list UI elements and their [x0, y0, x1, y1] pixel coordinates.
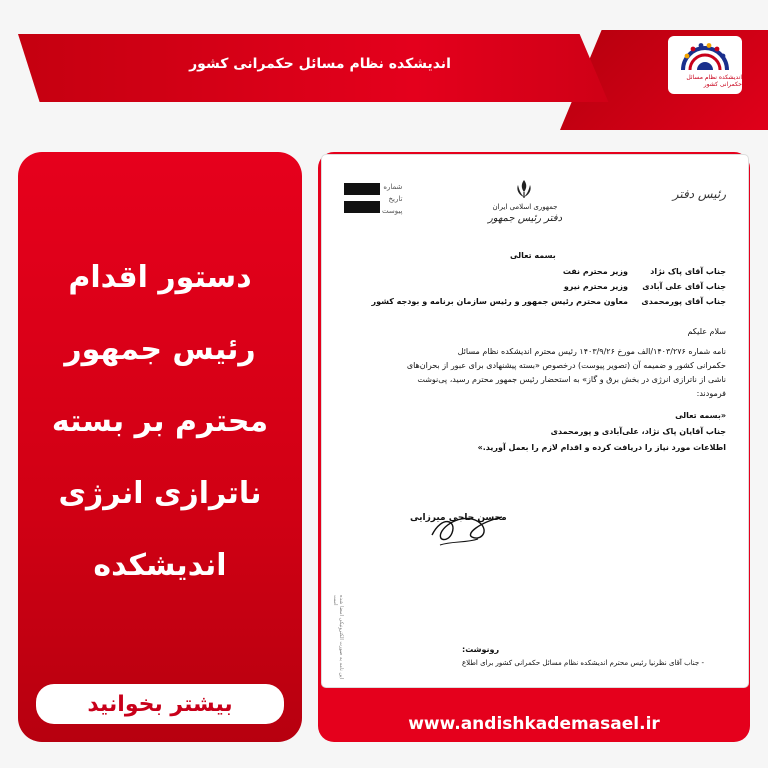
meta-number-label: شماره	[383, 183, 403, 191]
signature-icon	[422, 495, 512, 555]
headline-line: رئیس جمهور	[64, 332, 256, 367]
headline-line: محترم بر بسته	[51, 404, 269, 439]
body-line: ناشی از ناترازی انرژی در بخش برق و گاز» به استحضار رئیس جمهور محترم رسید، پی‌نوشت	[417, 375, 726, 384]
letter-meta	[382, 181, 402, 217]
letterhead-title: رئیس دفتر	[672, 187, 726, 201]
quote-line: اطلاعات مورد نیاز را دریافت کرده و اقدام لازم را بعمل آورید.»	[477, 443, 726, 452]
think-tank-logo	[668, 36, 742, 94]
cc-line: - جناب آقای نظرنیا رئیس محترم اندیشکده نظام مسائل حکمرانی کشور برای اطلاع	[462, 659, 704, 667]
electronic-signature-note: این نامه به صورت الکترونیکی امضا شده است	[332, 595, 344, 679]
quote-line: «بسمه تعالی	[675, 411, 726, 420]
headline-panel	[18, 152, 302, 742]
recipient-name: جناب آقای پاک نژاد	[650, 267, 726, 276]
read-more-button[interactable]: بیشتر بخوانید	[36, 684, 284, 724]
office-line: دفتر رئیس جمهور	[487, 213, 563, 224]
cc-label: رونوشت:	[462, 645, 500, 654]
meta-attachment-label: پیوست	[382, 207, 403, 215]
body-line: فرمودند:	[696, 389, 726, 398]
headline-line: اندیشکده	[93, 548, 227, 583]
website-url[interactable]: www.andishkademasael.ir	[408, 714, 660, 734]
recipient-title: وزیر محترم نفت	[562, 267, 628, 276]
meta-date-label: تاریخ	[388, 195, 403, 203]
recipient-name: جناب آقای علی آبادی	[642, 282, 726, 291]
recipient-title: وزیر محترم نیرو	[563, 282, 628, 291]
redacted-block	[344, 183, 380, 195]
recipient-name: جناب آقای پورمحمدی	[641, 297, 726, 306]
government-line: جمهوری اسلامی ایران	[492, 203, 558, 211]
recipient-title: معاون محترم رئیس جمهور و رئیس سازمان برنامه و بودجه کشور	[371, 297, 628, 306]
basmala: بسمه تعالی	[510, 251, 556, 260]
salutation: سلام علیکم	[687, 327, 726, 336]
quote-line: جناب آقایان پاک نژاد، علی‌آبادی و پورمحمدی	[550, 427, 726, 436]
official-letter	[322, 155, 748, 687]
iran-emblem-icon	[512, 177, 536, 201]
header-title: اندیشکده نظام مسائل حکمرانی کشور	[189, 56, 451, 72]
headline-line: ناترازی انرژی	[58, 476, 262, 511]
signatory-name: محسن حاجی میرزایی	[410, 513, 507, 523]
redacted-block	[344, 201, 380, 213]
body-line: نامه شماره ۱۴۰۳/۲۷۶/الف مورخ ۱۴۰۳/۹/۲۶ رئیس محترم اندیشکده نظام مسائل	[457, 347, 726, 356]
headline	[38, 242, 282, 602]
logo-emblem-icon	[679, 42, 731, 72]
headline-line: دستور اقدام	[68, 260, 252, 295]
body-line: حکمرانی کشور و ضمیمه آن (تصویر پیوست) درخصوص «بسته پیشنهادی برای عبور از بحران‌های	[406, 361, 726, 370]
logo-text: اندیشکده نظام مسائل حکمرانی کشور	[686, 74, 742, 88]
